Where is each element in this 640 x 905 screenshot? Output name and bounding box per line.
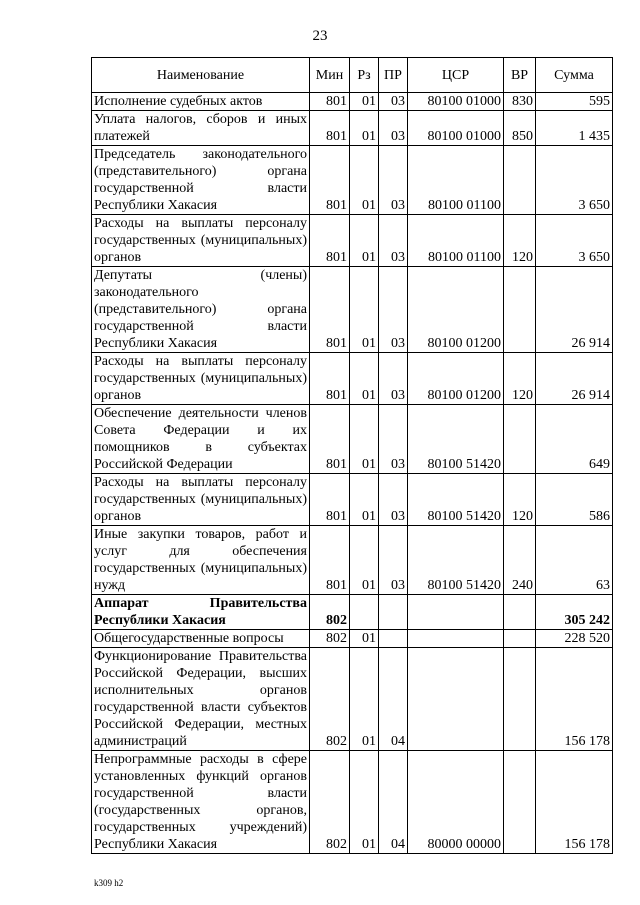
- cell-vr: [504, 751, 536, 854]
- cell-csr: 80100 01200: [408, 267, 504, 353]
- cell-sum: 3 650: [536, 146, 613, 215]
- cell-min: 802: [310, 648, 350, 751]
- cell-csr: 80000 00000: [408, 751, 504, 854]
- table-row: [92, 630, 613, 648]
- cell-name: Общегосударственные вопросы: [92, 630, 310, 648]
- cell-csr: [408, 595, 504, 630]
- cell-name: Председатель законодательного (представительного) органа государственной власти Республики Хакасия: [92, 146, 310, 215]
- footer-code: k309 h2: [94, 878, 124, 888]
- cell-pr: 03: [379, 215, 408, 267]
- cell-sum: 586: [536, 474, 613, 526]
- cell-sum: 156 178: [536, 751, 613, 854]
- cell-rz: [350, 595, 379, 630]
- cell-min: 801: [310, 353, 350, 405]
- header-csr: ЦСР: [408, 58, 504, 93]
- cell-min: 802: [310, 751, 350, 854]
- cell-sum: 26 914: [536, 353, 613, 405]
- header-rz: Рз: [350, 58, 379, 93]
- table-row: [92, 111, 613, 146]
- cell-vr: 240: [504, 526, 536, 595]
- cell-sum: 1 435: [536, 111, 613, 146]
- cell-csr: 80100 51420: [408, 405, 504, 474]
- cell-rz: 01: [350, 630, 379, 648]
- cell-vr: [504, 595, 536, 630]
- table-row: [92, 595, 613, 630]
- cell-name: Расходы на выплаты персоналу государственных (муниципальных) органов: [92, 474, 310, 526]
- cell-name: Депутаты (члены) законодательного (представительного) органа государственной власти Республики Хакасия: [92, 267, 310, 353]
- cell-vr: [504, 648, 536, 751]
- cell-sum: 63: [536, 526, 613, 595]
- cell-rz: 01: [350, 648, 379, 751]
- cell-pr: 03: [379, 267, 408, 353]
- cell-sum: 3 650: [536, 215, 613, 267]
- cell-rz: 01: [350, 751, 379, 854]
- cell-csr: 80100 01100: [408, 146, 504, 215]
- cell-pr: 03: [379, 111, 408, 146]
- cell-min: 801: [310, 146, 350, 215]
- table-row: [92, 526, 613, 595]
- cell-vr: 120: [504, 474, 536, 526]
- cell-min: 801: [310, 526, 350, 595]
- cell-rz: 01: [350, 526, 379, 595]
- cell-pr: 03: [379, 146, 408, 215]
- cell-csr: [408, 648, 504, 751]
- cell-pr: 03: [379, 353, 408, 405]
- cell-pr: 04: [379, 648, 408, 751]
- cell-csr: 80100 01100: [408, 215, 504, 267]
- cell-name: Расходы на выплаты персоналу государственных (муниципальных) органов: [92, 353, 310, 405]
- cell-vr: 120: [504, 353, 536, 405]
- table-row: [92, 353, 613, 405]
- table-row: [92, 751, 613, 854]
- cell-min: 802: [310, 595, 350, 630]
- cell-min: 801: [310, 215, 350, 267]
- cell-name: Функционирование Правительства Российской Федерации, высших исполнительных органов государственной власти субъектов Российской Федерации, местных администраций: [92, 648, 310, 751]
- table-row: [92, 146, 613, 215]
- table-row: [92, 93, 613, 111]
- cell-pr: [379, 630, 408, 648]
- cell-vr: [504, 267, 536, 353]
- cell-rz: 01: [350, 111, 379, 146]
- cell-csr: [408, 630, 504, 648]
- cell-vr: 830: [504, 93, 536, 111]
- cell-name: Иные закупки товаров, работ и услуг для обеспечения государственных (муниципальных) нужд: [92, 526, 310, 595]
- table-header-row: [92, 58, 613, 93]
- header-pr: ПР: [379, 58, 408, 93]
- cell-name: Обеспечение деятельности членов Совета Федерации и их помощников в субъектах Российской Федерации: [92, 405, 310, 474]
- cell-rz: 01: [350, 353, 379, 405]
- cell-sum: 228 520: [536, 630, 613, 648]
- cell-rz: 01: [350, 474, 379, 526]
- cell-pr: [379, 595, 408, 630]
- cell-rz: 01: [350, 146, 379, 215]
- table-row: [92, 474, 613, 526]
- table-row: [92, 405, 613, 474]
- cell-rz: 01: [350, 215, 379, 267]
- header-name: Наименование: [92, 58, 310, 93]
- cell-min: 801: [310, 93, 350, 111]
- cell-sum: 595: [536, 93, 613, 111]
- cell-vr: 850: [504, 111, 536, 146]
- cell-rz: 01: [350, 267, 379, 353]
- cell-pr: 03: [379, 405, 408, 474]
- cell-vr: [504, 405, 536, 474]
- cell-name: Уплата налогов, сборов и иных платежей: [92, 111, 310, 146]
- header-vr: ВР: [504, 58, 536, 93]
- cell-csr: 80100 01000: [408, 93, 504, 111]
- cell-min: 801: [310, 111, 350, 146]
- cell-pr: 03: [379, 93, 408, 111]
- table-row: [92, 267, 613, 353]
- cell-csr: 80100 51420: [408, 526, 504, 595]
- cell-csr: 80100 51420: [408, 474, 504, 526]
- cell-name: Непрограммные расходы в сфере установленных функций органов государственной власти (государственных органов, государственных учреждений) Республики Хакасия: [92, 751, 310, 854]
- cell-min: 802: [310, 630, 350, 648]
- cell-name: Исполнение судебных актов: [92, 93, 310, 111]
- cell-name: Расходы на выплаты персоналу государственных (муниципальных) органов: [92, 215, 310, 267]
- cell-pr: 03: [379, 474, 408, 526]
- cell-csr: 80100 01000: [408, 111, 504, 146]
- cell-min: 801: [310, 474, 350, 526]
- cell-min: 801: [310, 267, 350, 353]
- cell-vr: [504, 630, 536, 648]
- budget-table: [91, 57, 613, 854]
- cell-vr: [504, 146, 536, 215]
- cell-rz: 01: [350, 93, 379, 111]
- cell-rz: 01: [350, 405, 379, 474]
- table-row: [92, 215, 613, 267]
- cell-name: Аппарат Правительства Республики Хакасия: [92, 595, 310, 630]
- cell-vr: 120: [504, 215, 536, 267]
- cell-csr: 80100 01200: [408, 353, 504, 405]
- cell-sum: 305 242: [536, 595, 613, 630]
- table-row: [92, 648, 613, 751]
- cell-sum: 156 178: [536, 648, 613, 751]
- cell-pr: 04: [379, 751, 408, 854]
- header-min: Мин: [310, 58, 350, 93]
- cell-sum: 26 914: [536, 267, 613, 353]
- cell-min: 801: [310, 405, 350, 474]
- cell-sum: 649: [536, 405, 613, 474]
- page-number: 23: [312, 28, 328, 44]
- header-sum: Сумма: [536, 58, 613, 93]
- cell-pr: 03: [379, 526, 408, 595]
